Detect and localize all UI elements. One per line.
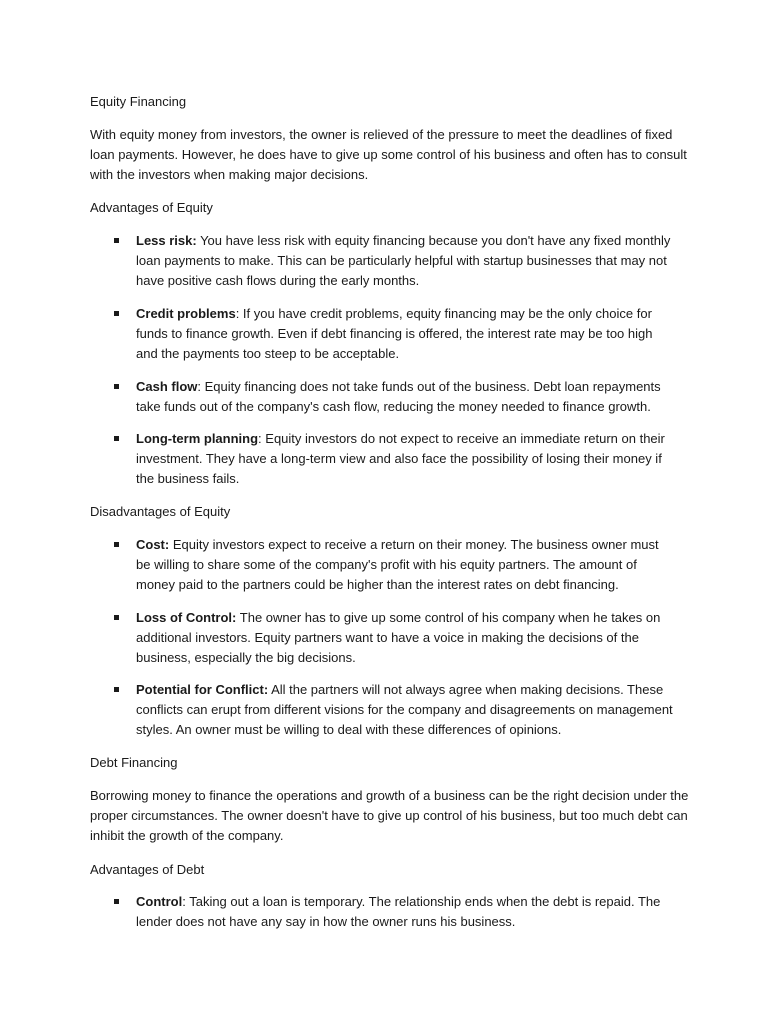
- section-heading-disadvantages-of-equity: Disadvantages of Equity: [90, 504, 231, 519]
- list-item-description: : Equity financing does not take funds out of the business. Debt loan repayments take funds out of the company's cash flow, reducing the money needed to finance growth.: [136, 379, 661, 414]
- list-item-text: [136, 377, 676, 417]
- list-item-description: All the partners will not always agree when making decisions. These conflicts can erupt from different visions for the company and disagreements on management styles. An owner must be willing to deal with these differences of opinions.: [136, 682, 673, 737]
- list-item-description: : If you have credit problems, equity financing may be the only choice for funds to finance growth. Even if debt financing is offered, the interest rate may be too high and the payments too steep to be acceptable.: [136, 306, 653, 361]
- bullet-marker: [114, 899, 119, 904]
- bullet-marker: [114, 687, 119, 692]
- list-item-text: [136, 429, 676, 489]
- bullet-marker: [114, 615, 119, 620]
- bullet-marker: [114, 238, 119, 243]
- paragraph-debt-financing: Borrowing money to finance the operations and growth of a business can be the right decision under the proper circumstances. The owner doesn't have to give up control of his business, but too much debt can inhibit the growth of the company.: [90, 788, 689, 843]
- list-item-text: [136, 304, 676, 364]
- list-item-description: : Equity investors do not expect to receive an immediate return on their investment. They have a long-term view and also face the possibility of losing their money if the business fails.: [136, 431, 665, 486]
- list-item-text: [136, 231, 676, 291]
- bullet-marker: [114, 384, 119, 389]
- list-item-term: Less risk:: [136, 233, 197, 248]
- list-item-term: Control: [136, 894, 183, 909]
- list-item-term: Long-term planning: [136, 431, 259, 446]
- list-item-text: [136, 535, 676, 595]
- section-heading-equity-financing: Equity Financing: [90, 94, 187, 109]
- list-item-term: Cost:: [136, 537, 170, 552]
- list-item-description: You have less risk with equity financing because you don't have any fixed monthly loan payments to make. This can be particularly helpful with startup businesses that may not have positive cash flows during the early months.: [136, 233, 671, 288]
- section-heading-advantages-of-equity: Advantages of Equity: [90, 200, 213, 215]
- bullet-marker: [114, 436, 119, 441]
- list-item-term: Cash flow: [136, 379, 198, 394]
- bullet-marker: [114, 311, 119, 316]
- list-item-term: Potential for Conflict:: [136, 682, 269, 697]
- list-item-description: The owner has to give up some control of his company when he takes on additional investors. Equity partners want to have a voice in making the decisions of the business, especially the big decisions.: [136, 610, 661, 665]
- list-item-description: Equity investors expect to receive a return on their money. The business owner must be willing to share some of the company's profit with his equity partners. The amount of money paid to the partners could be higher than the interest rates on debt financing.: [136, 537, 659, 592]
- list-item-term: Credit problems: [136, 306, 236, 321]
- list-item-text: [136, 892, 676, 932]
- list-item-description: : Taking out a loan is temporary. The relationship ends when the debt is repaid. The lender does not have any say in how the owner runs his business.: [136, 894, 661, 929]
- bullet-marker: [114, 542, 119, 547]
- paragraph-equity-financing: With equity money from investors, the owner is relieved of the pressure to meet the deadlines of fixed loan payments. However, he does have to give up some control of his business and often has to consult with the investors when making major decisions.: [90, 127, 687, 182]
- section-heading-advantages-of-debt: Advantages of Debt: [90, 862, 205, 877]
- list-item-term: Loss of Control:: [136, 610, 237, 625]
- section-heading-debt-financing: Debt Financing: [90, 755, 178, 770]
- list-item-text: [136, 608, 676, 668]
- list-item-text: [136, 680, 676, 740]
